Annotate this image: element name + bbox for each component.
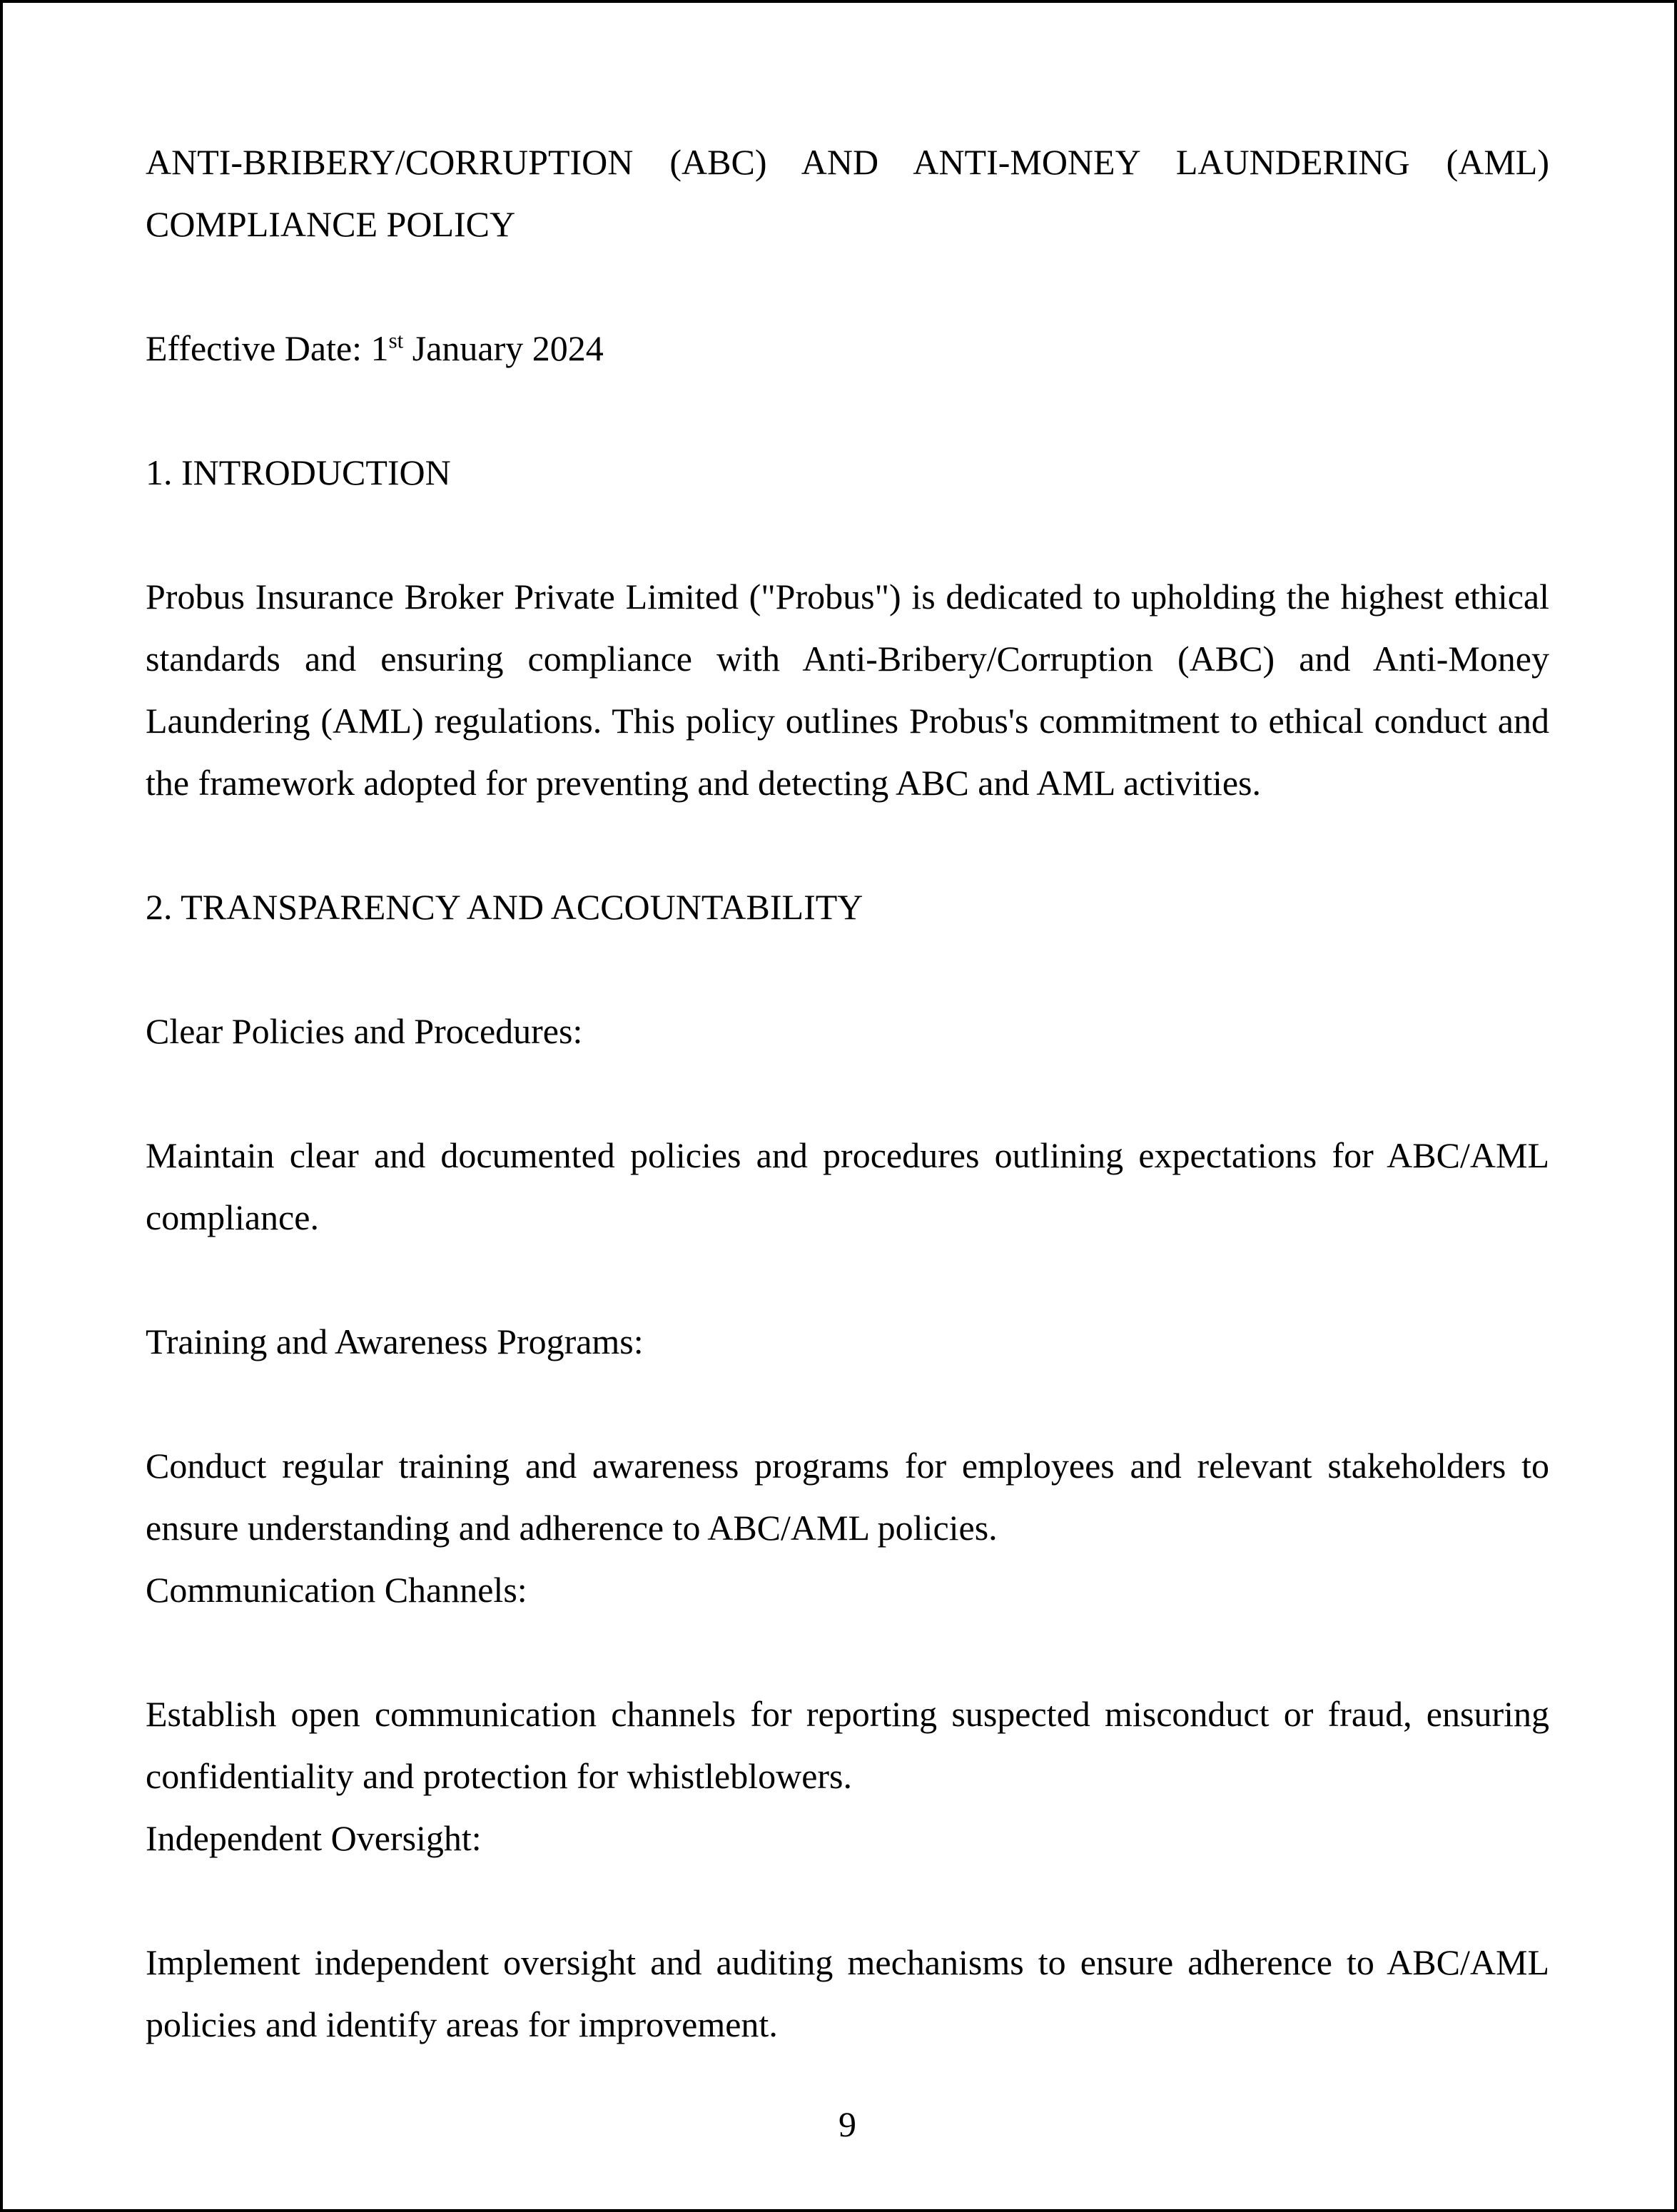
section-1-paragraph: Probus Insurance Broker Private Limited ("Probus") is dedicated to upholding the highest ethical standards and ensuring compliance with Anti-Bribery/Corruption (ABC) and Anti-Money Laundering (AML) regulations. This policy outlines Probus's commitment to ethical conduct and the framework adopted for preventing and detecting ABC and AML activities. (146, 577, 1549, 803)
subsection-label-clear-policies: Clear Policies and Procedures: (146, 1011, 583, 1051)
section-2-heading: 2. TRANSPARENCY AND ACCOUNTABILITY (146, 887, 863, 927)
subsection-label-training: Training and Awareness Programs: (146, 1321, 644, 1361)
subsection-body-oversight: Implement independent oversight and auditing mechanisms to ensure adherence to ABC/AML policies and identify areas for improvement. (146, 1942, 1549, 2044)
section-1-heading: 1. INTRODUCTION (146, 452, 451, 492)
document-title: ANTI-BRIBERY/CORRUPTION (ABC) AND ANTI-MONEY LAUNDERING (AML) COMPLIANCE POLICY (146, 142, 1549, 244)
ordinal-superscript: st (388, 328, 404, 353)
effective-date-prefix: Effective Date: 1 (146, 328, 389, 368)
subsection-label-communication: Communication Channels: (146, 1570, 527, 1610)
effective-date-rest: January 2024 (403, 328, 604, 368)
subsection-body-training: Conduct regular training and awareness programs for employees and relevant stakeholders to ensure understanding and adherence to ABC/AML policies. (146, 1446, 1549, 1548)
page-number: 9 (838, 2104, 856, 2144)
subsection-body-communication: Establish open communication channels for reporting suspected misconduct or fraud, ensuring confidentiality and protection for whistleblowers. (146, 1694, 1549, 1796)
subsection-label-oversight: Independent Oversight: (146, 1818, 482, 1858)
subsection-body-clear-policies: Maintain clear and documented policies and procedures outlining expectations for ABC/AML compliance. (146, 1135, 1549, 1237)
effective-date-line (146, 318, 1549, 380)
